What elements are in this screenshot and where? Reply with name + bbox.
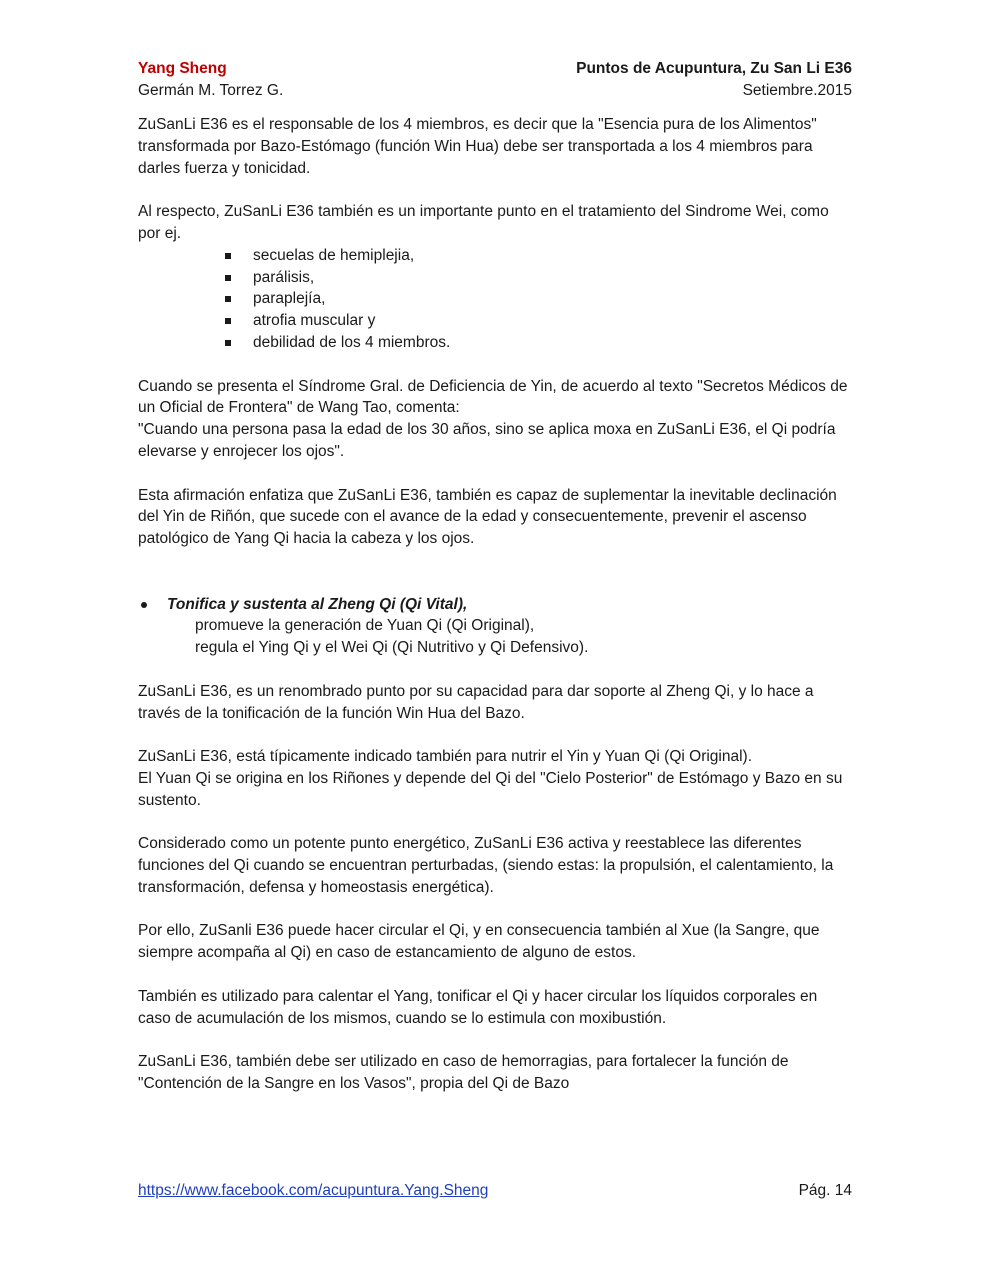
wei-syndrome-list [138, 245, 854, 354]
document-date: Setiembre.2015 [742, 82, 852, 99]
section-line: promueve la generación de Yuan Qi (Qi Original), [195, 617, 535, 635]
header-row-2 [138, 80, 852, 102]
page-footer [138, 1180, 852, 1202]
paragraph-kidney-yin: Esta afirmación enfatiza que ZuSanLi E36, también es capaz de suplementar la inevitable declinación del Yin de Riñón, que sucede con el avance de la edad y consecuentemente, prevenir el ascenso patológico de Yang Qi hacia la cabeza y los ojos. [138, 486, 837, 548]
square-bullet-icon [225, 318, 231, 324]
square-bullet-icon [225, 275, 231, 281]
paragraph-yuan-qi: ZuSanLi E36, está típicamente indicado también para nutrir el Yin y Yuan Qi (Qi Original). [138, 748, 753, 766]
paragraph-quote: "Cuando una persona pasa la edad de los 30 años, sino se aplica moxa en ZuSanLi E36, el Qi podría elevarse y enrojecer los ojos". [138, 421, 836, 460]
page-number: Pág. 14 [798, 1182, 852, 1199]
section-line: regula el Ying Qi y el Wei Qi (Qi Nutritivo y Qi Defensivo). [195, 639, 589, 657]
list-item: secuelas de hemiplejia, [253, 245, 854, 267]
list-item: atrofia muscular y [253, 310, 854, 332]
paragraph-moxibustion: También es utilizado para calentar el Yang, tonificar el Qi y hacer circular los líquidos corporales en caso de acumulación de los mismos, cuando se lo estimula con moxibustión. [138, 987, 818, 1027]
round-bullet-icon [141, 602, 147, 608]
facebook-link[interactable]: https://www.facebook.com/acupuntura.Yang.Sheng [138, 1182, 489, 1199]
header-row-1 [138, 58, 852, 80]
paragraph-energy-point: Considerado como un potente punto energético, ZuSanLi E36 activa y reestablece las diferentes funciones del Qi cuando se encuentran perturbadas, (siendo estas: la propulsión, el calentamiento, la transformación, defensa y homeostasis energética). [138, 835, 834, 896]
paragraph-hemorrhage: ZuSanLi E36, también debe ser utilizado en caso de hemorragias, para fortalecer la función de "Contención de la Sangre en los Vasos", propia del Qi de Bazo [138, 1053, 789, 1093]
square-bullet-icon [225, 253, 231, 259]
paragraph-wei-syndrome: Al respecto, ZuSanLi E36 también es un importante punto en el tratamiento del Sindrome Wei, como por ej. [138, 203, 829, 242]
document-title: Puntos de Acupuntura, Zu San Li E36 [576, 60, 852, 77]
list-item: paraplejía, [253, 288, 854, 310]
paragraph-four-limbs: ZuSanLi E36 es el responsable de los 4 miembros, es decir que la "Esencia pura de los Alimentos" transformada por Bazo-Estómago (función Win Hua) debe ser transportada a los 4 miembros para darles fuerza y tonicidad. [138, 116, 817, 177]
page-header [138, 58, 852, 102]
author-name: Germán M. Torrez G. [138, 82, 284, 99]
zheng-qi-section [138, 594, 854, 659]
page-body [138, 114, 854, 1117]
brand-name: Yang Sheng [138, 60, 227, 77]
paragraph-yin-deficiency: Cuando se presenta el Síndrome Gral. de Deficiencia de Yin, de acuerdo al texto "Secretos Médicos de un Oficial de Frontera" de Wang Tao, comenta: [138, 377, 848, 417]
list-item: parálisis, [253, 267, 854, 289]
list-item: debilidad de los 4 miembros. [253, 332, 854, 354]
paragraph-yuan-qi-origin: El Yuan Qi se origina en los Riñones y depende del Qi del "Cielo Posterior" de Estómago y Bazo en su sustento. [138, 769, 843, 809]
section-title: Tonifica y sustenta al Zheng Qi (Qi Vital), [167, 595, 468, 613]
square-bullet-icon [225, 296, 231, 302]
paragraph-zheng-qi: ZuSanLi E36, es un renombrado punto por su capacidad para dar soporte al Zheng Qi, y lo hace a través de la tonificación de la función Win Hua del Bazo. [138, 682, 814, 722]
paragraph-circulation: Por ello, ZuSanli E36 puede hacer circular el Qi, y en consecuencia también al Xue (la Sangre, que siempre acompaña al Qi) en caso de estancamiento de alguno de estos. [138, 922, 820, 962]
square-bullet-icon [225, 340, 231, 346]
